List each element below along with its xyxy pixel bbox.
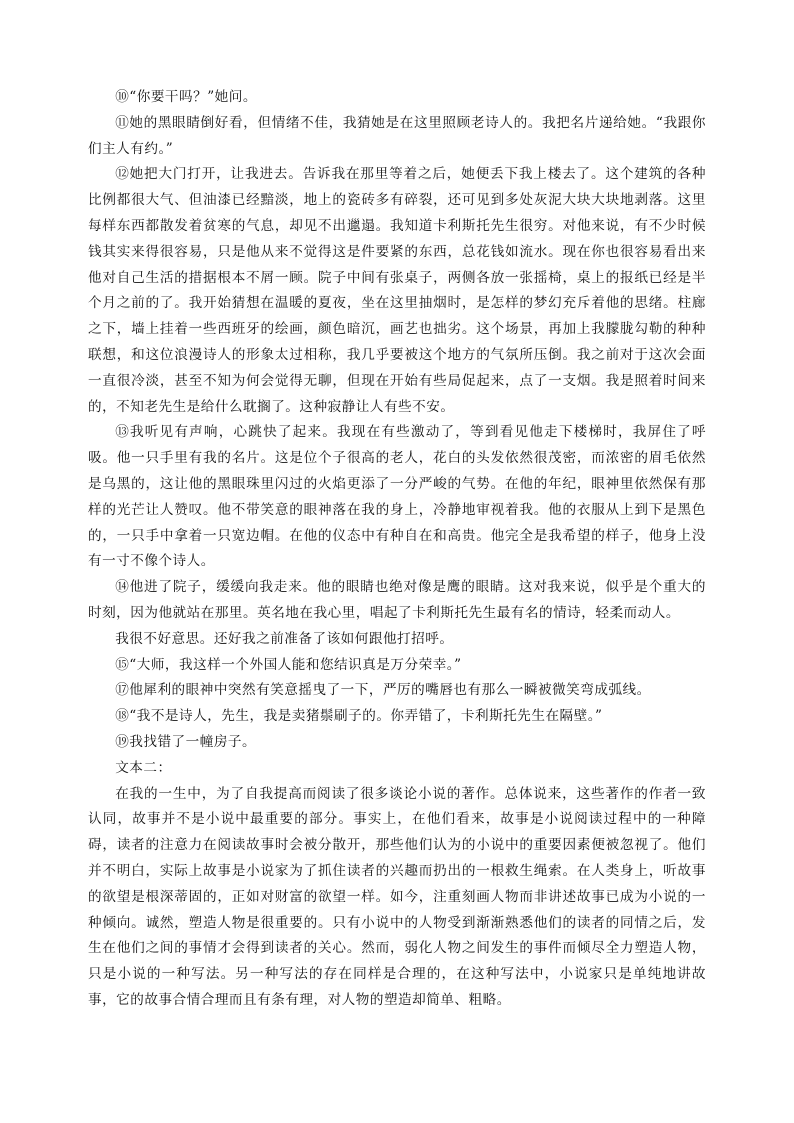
section-heading-text-two: 文本二： bbox=[115, 759, 172, 776]
paragraph-17: ⑰他犀利的眼神中突然有笑意摇曳了一下，严厉的嘴唇也有那么一瞬被微笑弯成弧线。 bbox=[115, 682, 651, 699]
paragraph-11: ⑪她的黑眼睛倒好看，但情绪不佳，我猜她是在这里照顾老诗人的。我把名片递给她。“我跟你们主人有约。” bbox=[88, 114, 706, 157]
paragraph-14: ⑭他进了院子，缓缓向我走来。他的眼睛也绝对像是鹰的眼睛。这对我来说，似乎是个重大的时刻，因为他就站在那里。英名地在我心里，唱起了卡利斯托先生最有名的情诗，轻柔而动人。 bbox=[88, 579, 706, 621]
paragraph-unnumbered: 我很不好意思。还好我之前准备了该如何跟他打招呼。 bbox=[115, 630, 454, 647]
paragraph-13: ⑬我听见有声响，心跳快了起来。我现在有些激动了，等到看见他走下楼梯时，我屏住了呼吸。他一只手里有我的名片。这是位个子很高的老人，花白的头发依然很茂密，而浓密的眉毛依然是乌黑的，这让他的黑眼珠里闪过的火焰更添了一分严峻的气势。在他的年纪，眼神里依然保有那样的光芒让人赞叹。他不带笑意的眼神落在我的身上，冷静地审视着我。他的衣服从上到下是黑色的，一只手中拿着一只宽边帽。在他的仪态中有种自在和高贵。他完全是我希望的样子，他身上没有一寸不像个诗人。 bbox=[88, 424, 706, 570]
text-two-paragraph: 在我的一生中，为了自我提高而阅读了很多谈论小说的著作。总体说来，这些著作的作者一致认同，故事并不是小说中最重要的部分。事实上，在他们看来，故事是小说阅读过程中的一种障碍，读者的注意力在阅读故事时会被分散开，那些他们认为的小说中的重要因素便被忽视了。他们并不明白，实际上故事是小说家为了抓住读者的兴趣而扔出的一根救生绳索。在人类身上，听故事的欲望是根深蒂固的，正如对财富的欲望一样。如今，注重刻画人物而非讲述故事已成为小说的一种倾向。诚然，塑造人物是很重要的。只有小说中的人物受到渐渐熟悉他们的读者的同情之后，发生在他们之间的事情才会得到读者的关心。然而，弱化人物之间发生的事件而倾尽全力塑造人物，只是小说的一种写法。另一种写法的存在同样是合理的，在这种写法中，小说家只是单纯地讲故事，它的故事合情合理而且有条有理，对人物的塑造却简单、粗略。 bbox=[88, 785, 706, 1008]
paragraph-15: ⑮“大师，我这样一个外国人能和您结识真是万分荣幸。” bbox=[115, 656, 462, 673]
paragraph-10: ⑩“你要干吗？”她问。 bbox=[115, 89, 257, 105]
body-text bbox=[88, 85, 706, 1014]
paragraph-12: ⑫她把大门打开，让我进去。告诉我在那里等着之后，她便丢下我上楼去了。这个建筑的各种比例都很大气、但油漆已经黯淡，地上的瓷砖多有碎裂，还可见到多处灰泥大块大块地剥落。这里每样东西都散发着贫寒的气息，却见不出邋遢。我知道卡利斯托先生很穷。对他来说，有不少时候钱其实来得很容易，只是他从来不觉得这是件要紧的东西，总花钱如流水。现在你也很容易看出来他对自己生活的措据根本不屑一顾。院子中间有张桌子，两侧各放一张摇椅，桌上的报纸已经是半个月之前的了。我开始猜想在温暖的夏夜，坐在这里抽烟时，是怎样的梦幻充斥着他的思绪。柱廊之下，墙上挂着一些西班牙的绘画，颜色暗沉，画艺也拙劣。这个场景，再加上我朦胧勾勒的种种联想，和这位浪漫诗人的形象太过相称，我几乎要被这个地方的气氛所压倒。我之前对于这次会面一直很冷淡，甚至不知为何会觉得无聊，但现在开始有些局促起来，点了一支烟。我是照着时间来的，不知老先生是给什么耽搁了。这种寂静让人有些不安。 bbox=[88, 166, 706, 415]
paragraph-18: ⑱“我不是诗人，先生，我是卖猪鬃刷子的。你弄错了，卡利斯托先生在隔壁。” bbox=[115, 708, 603, 725]
paragraph-19: ⑲我找错了一幢房子。 bbox=[115, 733, 257, 750]
